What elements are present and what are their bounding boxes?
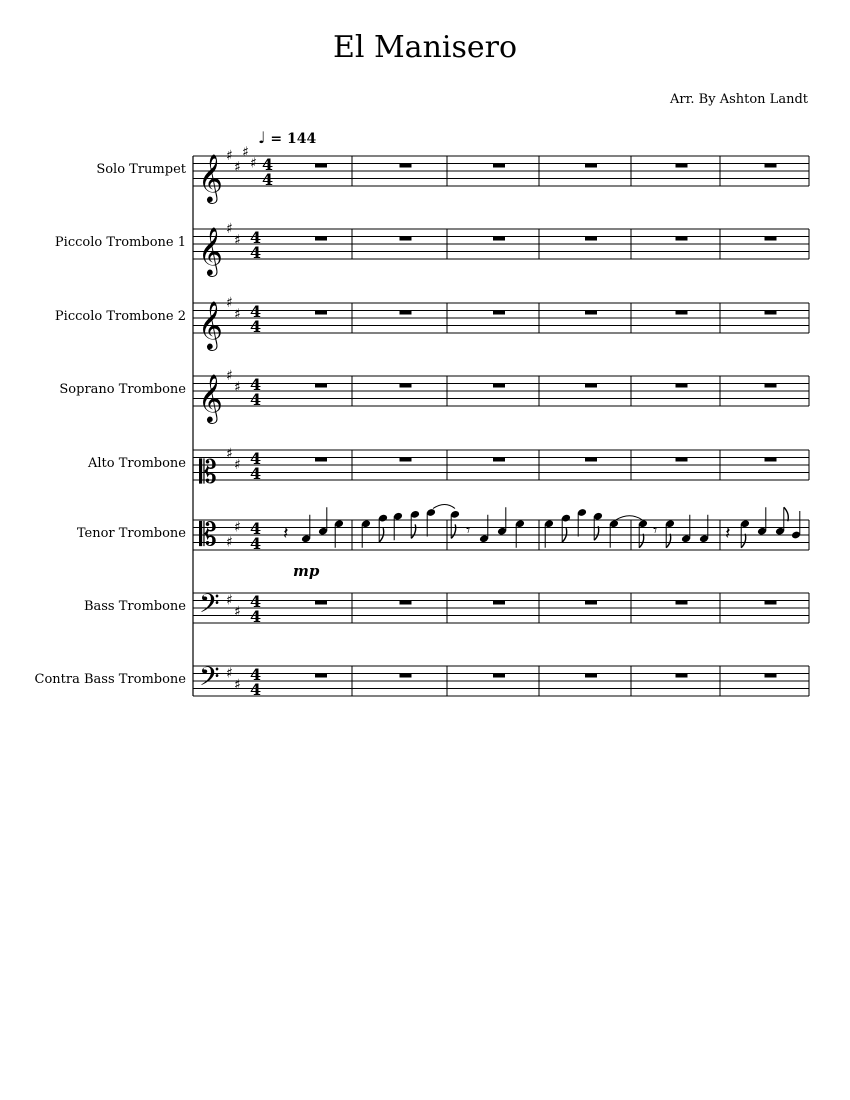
instrument-label-alto-trombone: Alto Trombone (88, 456, 186, 471)
whole-rest (765, 458, 777, 462)
whole-rest (765, 384, 777, 388)
whole-rest (676, 164, 688, 168)
whole-rest (493, 601, 505, 605)
sharp-icon: ♯ (226, 221, 233, 237)
treble-clef-icon: 𝄞 (198, 373, 223, 422)
whole-rest (676, 674, 688, 678)
time-signature-bottom: 4 (250, 680, 262, 699)
whole-rest (676, 311, 688, 315)
whole-rest (493, 164, 505, 168)
alto-clef-icon: 𝄡 (199, 453, 217, 491)
whole-rest (493, 311, 505, 315)
whole-rest (676, 601, 688, 605)
tempo-text: = 144 (265, 131, 317, 147)
whole-rest (493, 674, 505, 678)
time-signature-bottom: 4 (250, 390, 262, 409)
whole-rest (315, 458, 327, 462)
sharp-icon: ♯ (226, 445, 233, 462)
whole-rest (585, 311, 597, 315)
treble-clef-icon: 𝄞 (198, 226, 223, 275)
sharp-icon: ♯ (234, 676, 241, 693)
eighth-rest: 𝄾 (466, 520, 471, 540)
whole-rest (493, 458, 505, 462)
time-signature-bottom: 4 (250, 534, 262, 553)
instrument-label-soprano-trombone: Soprano Trombone (59, 382, 186, 397)
note-flag (784, 507, 789, 521)
time-signature-top: 4 (250, 519, 262, 538)
tie (616, 516, 642, 520)
quarter-note-icon: ♩ (258, 128, 266, 147)
composer-credit: Arr. By Ashton Landt (670, 92, 808, 107)
sharp-icon: ♯ (234, 457, 241, 473)
note-flag (411, 524, 416, 538)
whole-rest (585, 237, 597, 241)
bass-clef-icon: 𝄢 (199, 587, 220, 626)
instrument-label-solo-trumpet: Solo Trumpet (96, 162, 186, 177)
sharp-icon: ♯ (234, 232, 241, 249)
whole-rest (676, 458, 688, 462)
treble-clef-icon: 𝄞 (198, 300, 223, 349)
quarter-rest: 𝄽 (283, 523, 289, 544)
instrument-label-tenor-trombone: Tenor Trombone (76, 526, 186, 541)
whole-rest (585, 458, 597, 462)
whole-rest (315, 384, 327, 388)
instrument-label-piccolo-trombone-1: Piccolo Trombone 1 (54, 235, 186, 250)
tenor-clef-icon: 𝄡 (199, 515, 217, 554)
page-title: El Manisero (332, 30, 518, 65)
time-signature-bottom: 4 (250, 243, 262, 262)
whole-rest (585, 164, 597, 168)
whole-rest (493, 384, 505, 388)
time-signature-top: 4 (250, 375, 262, 394)
whole-rest (765, 674, 777, 678)
whole-rest (315, 601, 327, 605)
time-signature-bottom: 4 (250, 607, 262, 626)
whole-rest (765, 164, 777, 168)
time-signature-bottom: 4 (250, 464, 262, 483)
time-signature-bottom: 4 (262, 170, 274, 189)
sharp-icon: ♯ (250, 155, 257, 172)
whole-rest (676, 384, 688, 388)
whole-rest (585, 674, 597, 678)
instrument-label-contra-bass-trombone: Contra Bass Trombone (34, 672, 186, 687)
whole-rest (676, 237, 688, 241)
time-signature-top: 4 (250, 592, 262, 611)
time-signature-top: 4 (262, 155, 274, 174)
sharp-icon: ♯ (234, 603, 241, 620)
whole-rest (765, 237, 777, 241)
sharp-icon: ♯ (234, 519, 241, 536)
whole-rest (493, 237, 505, 241)
whole-rest (315, 237, 327, 241)
sharp-icon: ♯ (226, 534, 233, 551)
whole-rest (400, 311, 412, 315)
time-signature-top: 4 (250, 302, 262, 321)
time-signature-top: 4 (250, 665, 262, 684)
time-signature-top: 4 (250, 228, 262, 247)
whole-rest (315, 674, 327, 678)
time-signature-top: 4 (250, 449, 262, 468)
time-signature-bottom: 4 (250, 317, 262, 336)
whole-rest (585, 384, 597, 388)
dynamic-marking: mp (293, 562, 320, 580)
whole-rest (400, 458, 412, 462)
instrument-label-bass-trombone: Bass Trombone (83, 599, 186, 614)
note-flag (666, 534, 671, 548)
sharp-icon: ♯ (234, 379, 241, 396)
sharp-icon: ♯ (234, 306, 241, 323)
whole-rest (765, 311, 777, 315)
whole-rest (400, 384, 412, 388)
whole-rest (765, 601, 777, 605)
tie (433, 505, 455, 509)
note-flag (594, 526, 599, 540)
treble-clef-icon: 𝄞 (198, 153, 223, 202)
note-flag (639, 534, 644, 548)
sharp-icon: ♯ (226, 148, 233, 164)
quarter-rest: 𝄽 (725, 523, 731, 544)
whole-rest (400, 601, 412, 605)
sharp-icon: ♯ (226, 665, 233, 682)
sharp-icon: ♯ (226, 368, 233, 384)
whole-rest (585, 601, 597, 605)
sharp-icon: ♯ (226, 592, 233, 609)
eighth-rest: 𝄾 (653, 520, 658, 540)
sharp-icon: ♯ (242, 144, 249, 161)
instrument-label-piccolo-trombone-2: Piccolo Trombone 2 (54, 309, 186, 324)
note-flag (451, 524, 456, 538)
whole-rest (400, 164, 412, 168)
whole-rest (315, 164, 327, 168)
whole-rest (400, 674, 412, 678)
bass-clef-icon: 𝄢 (199, 660, 220, 699)
whole-rest (400, 237, 412, 241)
sharp-icon: ♯ (226, 295, 233, 311)
note-flag (741, 534, 746, 548)
sharp-icon: ♯ (234, 159, 241, 176)
whole-rest (315, 311, 327, 315)
